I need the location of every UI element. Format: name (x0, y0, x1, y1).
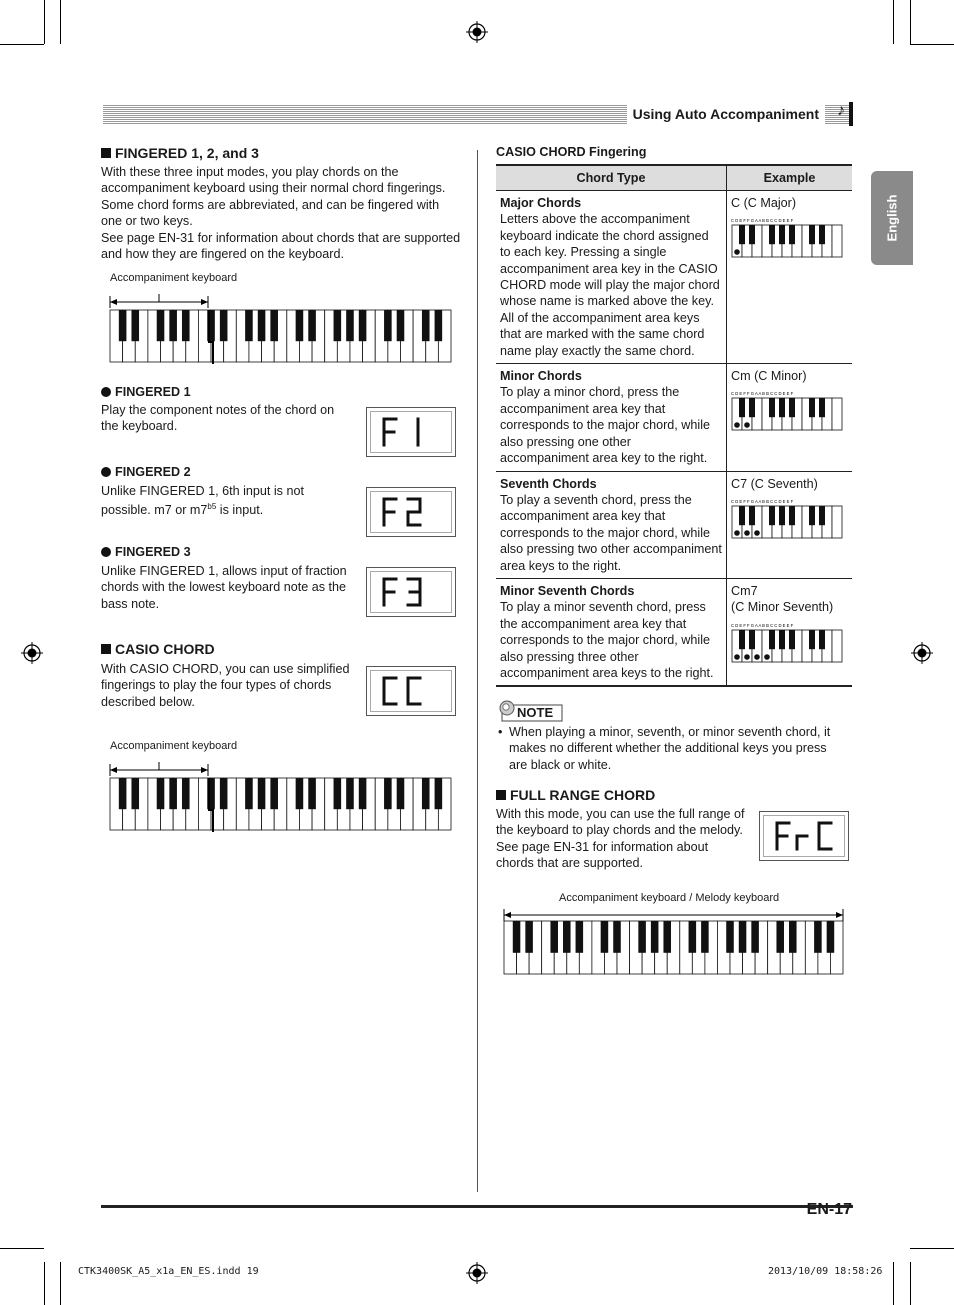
lcd-cc-glyphs (381, 676, 441, 708)
chord-type-desc: To play a minor seventh chord, press the accompaniment area key that corresponds to the major chord, while also pressing three other accompaniment area keys to the right. (500, 600, 714, 680)
column-divider (477, 150, 478, 1192)
section-title-casio (101, 641, 215, 657)
table-row (496, 578, 852, 686)
page-number: EN-17 (806, 1201, 852, 1218)
column-header-chord-type: Chord Type (496, 165, 727, 191)
fingered2-text-a: Unlike FINGERED 1, 6th input is not possible. m7 or m7 (101, 484, 304, 518)
chord-fingering-table (496, 164, 852, 687)
crop-mark (910, 0, 911, 44)
black-key (220, 778, 228, 809)
black-key (346, 310, 354, 341)
black-key (789, 921, 797, 953)
section-title-text: CASIO CHORD (115, 641, 215, 657)
registration-mark-icon (21, 642, 43, 664)
black-key (220, 310, 228, 341)
square-bullet-icon (496, 790, 506, 800)
lcd-display-f2 (366, 487, 456, 537)
registration-mark-icon (466, 21, 488, 43)
black-key (769, 398, 775, 417)
black-key (819, 225, 825, 244)
section-title-text: FULL RANGE CHORD (510, 787, 656, 803)
black-key (258, 778, 266, 809)
registration-mark-icon (911, 642, 933, 664)
black-key (689, 921, 697, 953)
black-key (739, 921, 747, 953)
fingered1-title (101, 385, 191, 399)
black-key (789, 506, 795, 525)
black-key (769, 506, 775, 525)
example-label-2: (C Minor Seventh) (731, 600, 834, 615)
black-key (789, 398, 795, 417)
white-key (832, 630, 842, 662)
fingered2-title-text: FINGERED 2 (115, 465, 191, 479)
black-key (346, 778, 354, 809)
black-key (384, 778, 392, 809)
table-row (496, 191, 852, 364)
pressed-key-dot (734, 423, 740, 429)
black-key (296, 310, 304, 341)
black-key (258, 310, 266, 341)
black-key (119, 778, 127, 809)
black-key (739, 506, 745, 525)
black-key (749, 506, 755, 525)
bullet-icon (101, 387, 111, 397)
casio-text: With CASIO CHORD, you can use simplified fingerings to play the four types of chords described below. (101, 662, 350, 709)
black-key (749, 225, 755, 244)
pressed-key-dot (744, 654, 750, 660)
file-slug: CTK3400SK_A5_x1a_EN_ES.indd 19 (78, 1266, 259, 1277)
table-title: CASIO CHORD Fingering (496, 145, 647, 159)
black-key (270, 310, 278, 341)
pressed-key-dot (734, 530, 740, 536)
crop-mark (44, 0, 45, 44)
example-cell (727, 578, 853, 686)
fingered-para2: See page EN-31 for information about chords that are supported and how they are fingered on the keyboard. (101, 230, 461, 262)
lcd-f3-glyphs (381, 577, 441, 609)
example-cell (727, 191, 853, 364)
black-key (384, 310, 392, 341)
full-range-para1: With this mode, you can use the full range of the keyboard to play chords and the melody. (496, 807, 745, 838)
white-key (832, 225, 842, 257)
black-key (308, 310, 316, 341)
pressed-key-dot (764, 654, 770, 660)
mini-keyboard-labels: C D E F F G A A B B C C D E E F (731, 218, 794, 224)
section-title-full-range (496, 787, 655, 803)
black-key (749, 398, 755, 417)
black-key (182, 310, 190, 341)
note-item (498, 724, 848, 773)
black-key (809, 506, 815, 525)
mini-keyboard-labels: C D E F F G A A B B C C D E E F (731, 622, 794, 628)
music-note-icon: ♪ (837, 102, 845, 119)
crop-mark (44, 1262, 45, 1305)
full-range-text (496, 806, 746, 872)
black-key (296, 778, 304, 809)
black-key (422, 310, 430, 341)
chord-type-name: Major Chords (500, 196, 582, 210)
language-tab (871, 171, 913, 265)
crop-mark (893, 0, 894, 44)
black-key (245, 778, 253, 809)
black-key (525, 921, 533, 953)
mini-keyboard-minor (731, 390, 843, 432)
fingered2-text-b: is input. (216, 503, 264, 518)
language-tab-label: English (884, 194, 900, 242)
black-key (651, 921, 659, 953)
table-row (496, 471, 852, 578)
square-bullet-icon (101, 148, 111, 158)
chord-type-name: Seventh Chords (500, 476, 597, 491)
lcd-display-frc (759, 811, 849, 861)
lcd-display-cc (366, 666, 456, 716)
black-key (809, 225, 815, 244)
black-key (819, 506, 825, 525)
keyboard-diagram-accompaniment-2 (108, 762, 453, 832)
example-label: Cm (C Minor) (731, 369, 807, 384)
black-key (749, 630, 755, 649)
chord-type-desc: Letters above the accompaniment keyboard indicate the chord assigned to each key. Pressing a single accompaniment area key in the CASIO CHORD mode will play the major chord whose name is marked above the key. All of the accompaniment area keys that are marked with the same chord name play exactly the same chord. (500, 212, 720, 358)
black-key (779, 225, 785, 244)
fingered3-title-text: FINGERED 3 (115, 545, 191, 559)
black-key (435, 778, 443, 809)
black-key (397, 778, 405, 809)
table-row (496, 364, 852, 471)
black-key (422, 778, 430, 809)
black-key (169, 310, 177, 341)
header-endcap (849, 102, 853, 126)
pressed-key-dot (744, 530, 750, 536)
black-key (359, 778, 367, 809)
black-key (663, 921, 671, 953)
pressed-key-dot (734, 654, 740, 660)
fingered2-title (101, 465, 191, 479)
example-cell (727, 364, 853, 471)
keyboard-diagram-full-range (500, 907, 848, 977)
black-key (270, 778, 278, 809)
fingered2-text (101, 483, 351, 519)
print-timestamp: 2013/10/09 18:58:26 (768, 1266, 883, 1277)
example-label: Cm7 (731, 583, 758, 598)
page-header (103, 104, 853, 124)
black-key (769, 225, 775, 244)
black-key (726, 921, 734, 953)
chord-type-cell (496, 578, 727, 686)
black-key (739, 398, 745, 417)
black-key (513, 921, 521, 953)
example-label: C7 (C Seventh) (731, 476, 818, 491)
black-key (576, 921, 584, 953)
fingered3-text: Unlike FINGERED 1, allows input of fraction chords with the lowest keyboard note as the bass note. (101, 564, 347, 611)
black-key (334, 310, 342, 341)
pressed-key-dot (754, 530, 760, 536)
chord-type-desc: To play a minor chord, press the accompaniment area key that corresponds to the major chord, while also pressing one other accompaniment area key to the right. (500, 385, 710, 466)
white-key (832, 506, 842, 538)
white-key (832, 398, 842, 430)
crop-mark (910, 1262, 911, 1305)
black-key (550, 921, 558, 953)
chord-type-name: Minor Seventh Chords (500, 583, 635, 598)
example-cell (727, 471, 853, 578)
lcd-f1-glyphs (381, 417, 441, 449)
footer-rule (101, 1205, 853, 1208)
chord-type-desc: To play a seventh chord, press the accompaniment area key that corresponds to the major chord, while also pressing two other accompaniment area keys to the right. (500, 492, 722, 573)
bullet-icon: • (498, 725, 503, 739)
crop-mark (893, 1262, 894, 1305)
black-key (245, 310, 253, 341)
crop-mark (910, 44, 954, 45)
crop-mark (910, 1248, 954, 1249)
registration-mark-icon (466, 1262, 488, 1284)
mini-keyboard-labels: C D E F F G A A B B C C D E E F (731, 391, 794, 397)
black-key (397, 310, 405, 341)
black-key (638, 921, 646, 953)
chord-type-cell (496, 471, 727, 578)
crop-mark (0, 44, 44, 45)
chord-type-cell (496, 364, 727, 471)
black-key (779, 398, 785, 417)
black-key (776, 921, 784, 953)
keyboard-label: Accompaniment keyboard (110, 272, 238, 284)
black-key (789, 225, 795, 244)
lcd-frc-glyphs (774, 821, 838, 853)
black-key (334, 778, 342, 809)
section-title-fingered (101, 145, 259, 161)
black-key (779, 630, 785, 649)
mini-keyboard-minor-seventh (731, 622, 843, 664)
black-key (739, 225, 745, 244)
fingered-intro (101, 164, 461, 262)
fingered-para1: With these three input modes, you play chords on the accompaniment keyboard using their normal chord fingerings. Some chord forms are abbreviated, and can be fingered with one or two keys. (101, 165, 446, 229)
fingered2-sup: b5 (207, 502, 217, 512)
black-key (613, 921, 621, 953)
mini-keyboard-major (731, 217, 843, 259)
black-key (435, 310, 443, 341)
black-key (119, 310, 127, 341)
square-bullet-icon (101, 644, 111, 654)
chord-type-cell (496, 191, 727, 364)
lcd-display-f3 (366, 567, 456, 617)
black-key (131, 310, 139, 341)
note-badge-label: NOTE (517, 705, 554, 720)
bullet-icon (101, 547, 111, 557)
lcd-display-f1 (366, 407, 456, 457)
black-key (739, 630, 745, 649)
black-key (157, 310, 165, 341)
keyboard-label: Accompaniment keyboard / Melody keyboard (559, 892, 780, 904)
keyboard-label: Accompaniment keyboard (110, 740, 238, 752)
mini-keys (732, 225, 842, 257)
lcd-f2-glyphs (381, 497, 441, 529)
black-key (769, 630, 775, 649)
pressed-key-dot (744, 423, 750, 429)
black-key (701, 921, 709, 953)
crop-mark (0, 1248, 44, 1249)
black-key (182, 778, 190, 809)
black-key (819, 630, 825, 649)
fingered1-title-text: FINGERED 1 (115, 385, 191, 399)
keyboard-diagram-accompaniment-1 (108, 294, 453, 364)
black-key (819, 398, 825, 417)
black-key (779, 506, 785, 525)
black-key (157, 778, 165, 809)
header-title: Using Auto Accompaniment (627, 104, 825, 124)
black-key (359, 310, 367, 341)
black-key (814, 921, 822, 953)
fingered1-text: Play the component notes of the chord on the keyboard. (101, 403, 335, 434)
pressed-key-dot (754, 654, 760, 660)
black-key (601, 921, 609, 953)
black-key (809, 398, 815, 417)
crop-mark (60, 0, 61, 44)
black-key (751, 921, 759, 953)
pressed-key-dot (734, 250, 740, 256)
column-header-example: Example (727, 165, 853, 191)
note-text: When playing a minor, seventh, or minor seventh chord, it makes no different whether the additional keys you press are black or white. (509, 725, 831, 772)
black-key (789, 630, 795, 649)
bullet-icon (101, 467, 111, 477)
black-key (809, 630, 815, 649)
black-key (308, 778, 316, 809)
full-range-para2: See page EN-31 for information about chords that are supported. (496, 839, 709, 871)
chord-type-name: Minor Chords (500, 369, 582, 384)
black-key (563, 921, 571, 953)
mini-keyboard-labels: C D E F F G A A B B C C D E E F (731, 498, 794, 504)
black-key (131, 778, 139, 809)
crop-mark (60, 1262, 61, 1305)
mini-keyboard-seventh (731, 498, 843, 540)
section-title-text: FINGERED 1, 2, and 3 (115, 145, 259, 161)
black-key (827, 921, 835, 953)
example-label: C (C Major) (731, 196, 797, 210)
black-key (169, 778, 177, 809)
fingered3-title (101, 545, 191, 559)
